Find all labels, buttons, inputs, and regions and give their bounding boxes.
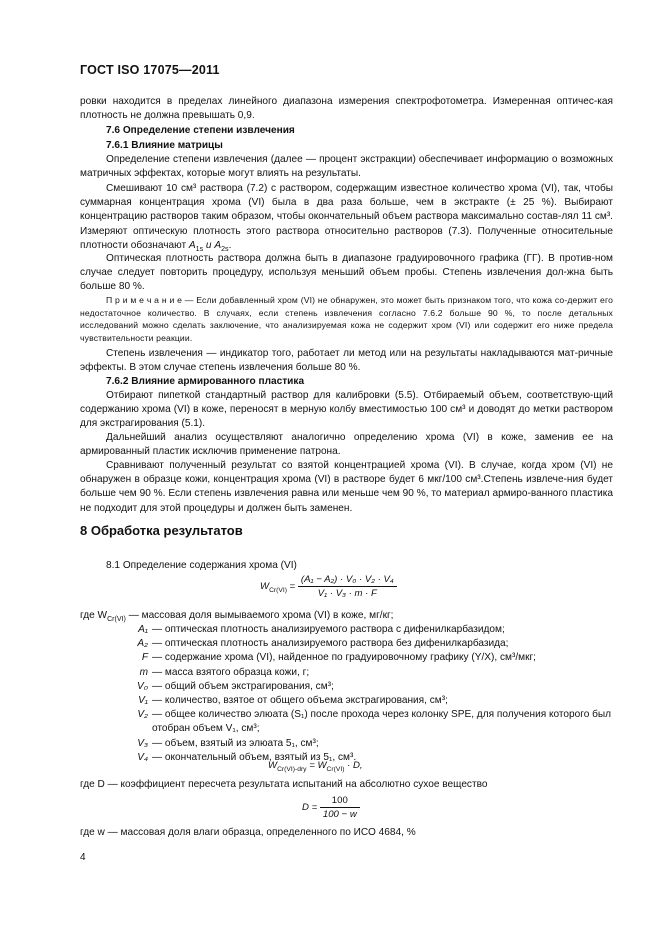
definition-item	[80, 666, 620, 680]
paragraph-mixing	[80, 182, 613, 257]
definition-symbol: A₁	[138, 624, 148, 635]
formula3-fraction	[320, 795, 360, 820]
paragraph-mixing-text: Смешивают 10 см³ раствора (7.2) с раствором, содержащим известное количество хрома (VI), так, чтобы суммарная концентрация хрома (VI) была в два раза больше, чем в экстракте (± 25 %). Выбирают концентрацию растворов таким образом, чтобы окончательный объем раствора максимально состав-лял 11 см³. Измеряют оптическую плотность этого раствора относительно растворов (7.3). Полученные относительные плотности обозначают	[80, 183, 613, 251]
symbol-a1s-sub: 1s	[195, 245, 204, 253]
definition-symbol: V₄	[137, 751, 148, 763]
where-d-line: где D — коэффициент пересчета результата испытаний на абсолютно сухое вещество	[80, 779, 488, 790]
formula-chromium-content	[260, 574, 397, 599]
symbol-a2s-sub: 2s	[221, 245, 229, 253]
formula2-mid: = W	[306, 760, 327, 771]
section-8-1-title: 8.1 Определение содержания хрома (VI)	[106, 560, 297, 571]
section-7-6-1-heading: 7.6.1 Влияние матрицы	[106, 140, 223, 151]
definition-symbol: F	[141, 652, 148, 664]
section-7-6-2-heading: 7.6.2 Влияние армированного пластика	[106, 376, 305, 387]
section-8-heading: 8 Обработка результатов	[80, 523, 243, 538]
definition-item	[80, 623, 620, 637]
symbol-a1s: A	[188, 239, 196, 251]
page-header-title: ГОСТ ISO 17075—2011	[80, 63, 220, 77]
paragraph-pipette: Отбирают пипеткой стандартный раствор для калибровки (5.5). Отбираемый объем, соответствую-щий содержанию хрома (VI) в коже, переносят в мерную колбу вместимостью 100 см³ и доводят до метки раствором для экстрагирования (5.1).	[80, 390, 613, 430]
paragraph-matrix-intro: Определение степени извлечения (далее — процент экстракции) обеспечивает информацию о возможных матричных эффектах, которые могут влиять на результаты.	[80, 154, 613, 180]
definition-item	[80, 680, 620, 694]
definition-text: — оптическая плотность анализируемого раствора с дифенилкарбазидом;	[152, 624, 505, 635]
formula3-denominator: 100 − w	[322, 809, 357, 820]
section-7-6-heading: 7.6 Определение степени извлечения	[106, 125, 295, 136]
formula1-denominator: V₁ · V₃ · m · F	[317, 588, 377, 599]
formula2-mid-sub: Cr(VI)	[326, 765, 345, 773]
definition-item	[80, 651, 620, 665]
definition-text: — окончательный объем, взятый из 5₁, см³.	[152, 751, 357, 763]
definition-text: — объем, взятый из элюата 5₁, см³;	[152, 737, 319, 749]
definition-symbol: V₃	[137, 737, 148, 749]
definition-item	[80, 737, 620, 751]
symbol-a2s: A	[214, 239, 222, 251]
formula1-fraction	[298, 574, 397, 599]
formula1-lhs: W	[260, 581, 270, 593]
definition-item	[80, 637, 620, 651]
where1-text: — массовая доля вымываемого хрома (VI) в коже, мг/кг;	[125, 610, 394, 621]
definition-item	[80, 708, 620, 736]
where1-prefix: где W	[80, 610, 108, 621]
definition-text: — общий объем экстрагирования, см³;	[152, 680, 334, 692]
formula3-lhs: D =	[302, 802, 320, 814]
definition-symbol: V₀	[137, 680, 148, 692]
paragraph-further-analysis: Дальнейший анализ осуществляют аналогично определению хрома (VI) в коже, заменив ее на армированный пластик исключив применение патрона.	[80, 432, 613, 458]
definition-text: — содержание хрома (VI), найденное по градуировочному графику (Y/X), см³/мкг;	[152, 652, 536, 664]
note-paragraph	[80, 294, 613, 344]
formula1-equals: =	[286, 581, 298, 593]
definition-symbol: V₁	[138, 695, 148, 707]
paragraph-optical-density: Оптическая плотность раствора должна быть в диапазоне градуировочного графика (ГГ). В против-ном случае следует повторить процедуру, используя меньший объем пробы. Степень извлечения дол-жна быть больше 80 %.	[80, 253, 613, 293]
definition-text: — общее количество элюата (S₁) после прохода через колонку SPE, для получения которого был отобран объем V₁, см³;	[152, 709, 612, 735]
note-text: — Если добавленный хром (VI) не обнаружен, это может быть признаком того, что кожа со-держит его недостаточное количество. В случаях, если степень извлечения согласно 7.6.2 больше 90 %, то после детальных исследований можно сделать заключение, что анализируемая кожа не содержит хром (VI) или содержит его ниже предела чувствительности реакции.	[80, 295, 614, 343]
definition-text: — количество, взятое от общего объема экстрагирования, см³;	[152, 695, 448, 707]
formula-conversion-factor	[302, 795, 360, 820]
paragraph-mixing-end: .	[228, 239, 232, 251]
formula1-lhs-sub: Cr(VI)	[269, 586, 287, 594]
formula3-numerator: 100	[320, 795, 360, 808]
definition-text: — оптическая плотность анализируемого раствора без дифенилкарбазида;	[152, 638, 509, 650]
intro-paragraph: ровки находится в пределах линейного диапазона измерения спектрофотометра. Измеренная оптичес-кая плотность не должна превышать 0,9.	[80, 96, 613, 122]
where1-sub: Cr(VI)	[107, 616, 126, 624]
symbol-conj: и	[203, 239, 215, 251]
formula-dry-content	[268, 760, 363, 773]
note-label: П р и м е ч а н и е	[106, 295, 183, 305]
formula2-lhs: W	[268, 760, 278, 771]
formula2-lhs-sub: Cr(VI)-dry	[277, 765, 307, 773]
definitions-list	[80, 623, 620, 765]
paragraph-extraction-indicator: Степень извлечения — индикатор того, работает ли метод или на результаты накладываются мат-ричные эффекты. В этом случае степень извлечения больше 80 %.	[80, 348, 613, 374]
definition-symbol: m	[139, 666, 148, 678]
definition-symbol: A₂	[137, 638, 148, 650]
formula1-numerator: (A₁ − A₂) · V₀ · V₂ · V₄	[298, 574, 397, 587]
definition-text: — масса взятого образца кожи, г;	[152, 666, 310, 678]
definition-item	[80, 694, 620, 708]
paragraph-compare: Сравнивают полученный результат со взятой концентрацией хрома (VI). В случае, когда хром (VI) не обнаружен в образце кожи, концентрация хрома (VI) в растворе будет 6 мкг/100 см³.Степень извлече-ния будет больше чем 90 %. Если степень извлечения равна или меньше чем 90 %, то материал армиро-ванного пластика не подходит для этой процедуры и должен быть заменен.	[80, 460, 613, 514]
page-number: 4	[80, 852, 86, 863]
definition-symbol: V₂	[137, 709, 148, 721]
formula2-end: · D,	[344, 760, 363, 771]
where-w-line: где w — массовая доля влаги образца, определенного по ИСО 4684, %	[80, 827, 416, 838]
